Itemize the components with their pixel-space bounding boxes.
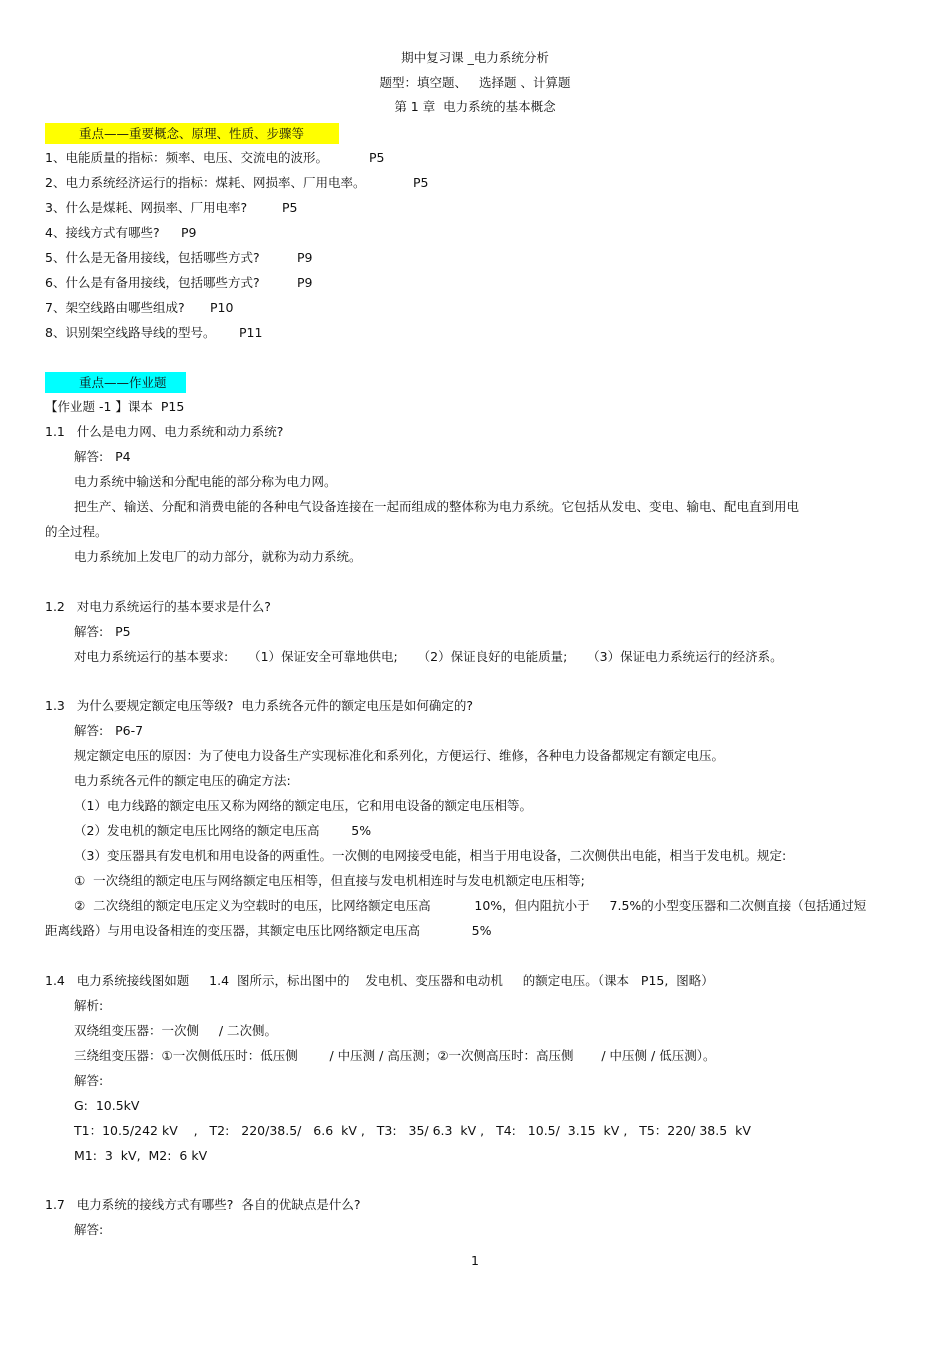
paragraph: 把生产、输送、分配和消费电能的各种电气设备连接在一起而组成的整体称为电力系统。它包括从发电、变电、输电、配电直到用电 [74,499,800,514]
paragraph-continuation: 距离线路）与用电设备相连的变压器，其额定电压比网络额定电压高 5% [45,923,492,938]
question-1-3: 1.3 为什么要规定额定电压等级? 电力系统各元件的额定电压是如何确定的? [45,698,474,713]
page-ref: P9 [181,225,197,240]
list-item: 2、电力系统经济运行的指标：煤耗、网损率、厂用电率。 [45,175,366,190]
paragraph: 三绕组变压器：①一次侧低压时：低压侧 / 中压测 / 高压测；②一次侧高压时：高压侧 / 中压侧 / 低压测）。 [74,1048,716,1063]
paragraph: 对电力系统运行的基本要求: （1）保证安全可靠地供电; （2）保证良好的电能质量; （3）保证电力系统运行的经济系。 [74,649,783,664]
paragraph: 电力系统各元件的额定电压的确定方法: [74,773,291,788]
chapter-heading: 第 1 章 电力系统的基本概念 [394,99,556,114]
answer-label: 解答: [74,1222,104,1237]
page-ref: P11 [239,325,263,340]
paragraph: ② 二次绕组的额定电压定义为空载时的电压，比网络额定电压高 10%，但内阻抗小于 7.5%的小型变压器和二次侧直接（包括通过短 [74,898,867,913]
paragraph: 电力系统加上发电厂的动力部分，就称为动力系统。 [74,549,362,564]
question-types: 题型：填空题、 选择题 、计算题 [379,75,571,90]
page-ref: P5 [369,150,385,165]
transformer-voltages: T1：10.5/242 kV , T2: 220/38.5/ 6.6 kV , T3: 35/ 6.3 kV , T4: 10.5/ 3.15 kV , T5：220/ 38.5 kV [74,1123,751,1138]
section-heading-key-concepts: 重点——重要概念、原理、性质、步骤等 [45,123,339,144]
paragraph: （1）电力线路的额定电压又称为网络的额定电压，它和用电设备的额定电压相等。 [74,798,532,813]
paragraph: （2）发电机的额定电压比网络的额定电压高 5% [74,823,372,838]
paragraph: 规定额定电压的原因：为了使电力设备生产实现标准化和系列化，方便运行、维修，各种电力设备都规定有额定电压。 [74,748,725,763]
page-ref: P9 [297,250,313,265]
page-number: 1 [471,1253,479,1268]
question-1-1: 1.1 什么是电力网、电力系统和动力系统? [45,424,284,439]
answer-label: 解答: P5 [74,624,131,639]
paragraph: 电力系统中输送和分配电能的部分称为电力网。 [74,474,337,489]
paragraph: ① 一次绕组的额定电压与网络额定电压相等，但直接与发电机相连时与发电机额定电压相等; [74,873,585,888]
page-ref: P5 [282,200,298,215]
generator-voltage: G: 10.5kV [74,1098,140,1113]
answer-label: 解答: [74,1073,104,1088]
paragraph: 双绕组变压器：一次侧 / 二次侧。 [74,1023,278,1038]
question-1-7: 1.7 电力系统的接线方式有哪些? 各自的优缺点是什么? [45,1197,361,1212]
list-item: 4、接线方式有哪些? [45,225,160,240]
doc-title: 期中复习课 _电力系统分析 [401,50,549,65]
answer-label: 解答: P6-7 [74,723,144,738]
paragraph: （3）变压器具有发电机和用电设备的两重性。一次侧的电网接受电能，相当于用电设备，二次侧供出电能，相当于发电机。规定: [74,848,787,863]
list-item: 1、电能质量的指标：频率、电压、交流电的波形。 [45,150,328,165]
list-item: 7、架空线路由哪些组成? [45,300,185,315]
motor-voltages: M1: 3 kV, M2: 6 kV [74,1148,208,1163]
analysis-label: 解析: [74,998,104,1013]
section-heading-homework: 重点——作业题 [45,372,186,393]
list-item: 6、什么是有备用接线，包括哪些方式? [45,275,260,290]
list-item: 3、什么是煤耗、网损率、厂用电率? [45,200,248,215]
list-item: 8、识别架空线路导线的型号。 [45,325,216,340]
page-ref: P5 [413,175,429,190]
question-1-2: 1.2 对电力系统运行的基本要求是什么? [45,599,271,614]
homework-label: 【作业题 -1 】课本 P15 [45,399,185,414]
page-ref: P9 [297,275,313,290]
paragraph-continuation: 的全过程。 [45,524,108,539]
question-1-4: 1.4 电力系统接线图如题 1.4 图所示，标出图中的 发电机、变压器和电动机 的额定电压。（课本 P15, 图略） [45,973,714,988]
list-item: 5、什么是无备用接线，包括哪些方式? [45,250,260,265]
page-ref: P10 [210,300,234,315]
answer-label: 解答: P4 [74,449,131,464]
